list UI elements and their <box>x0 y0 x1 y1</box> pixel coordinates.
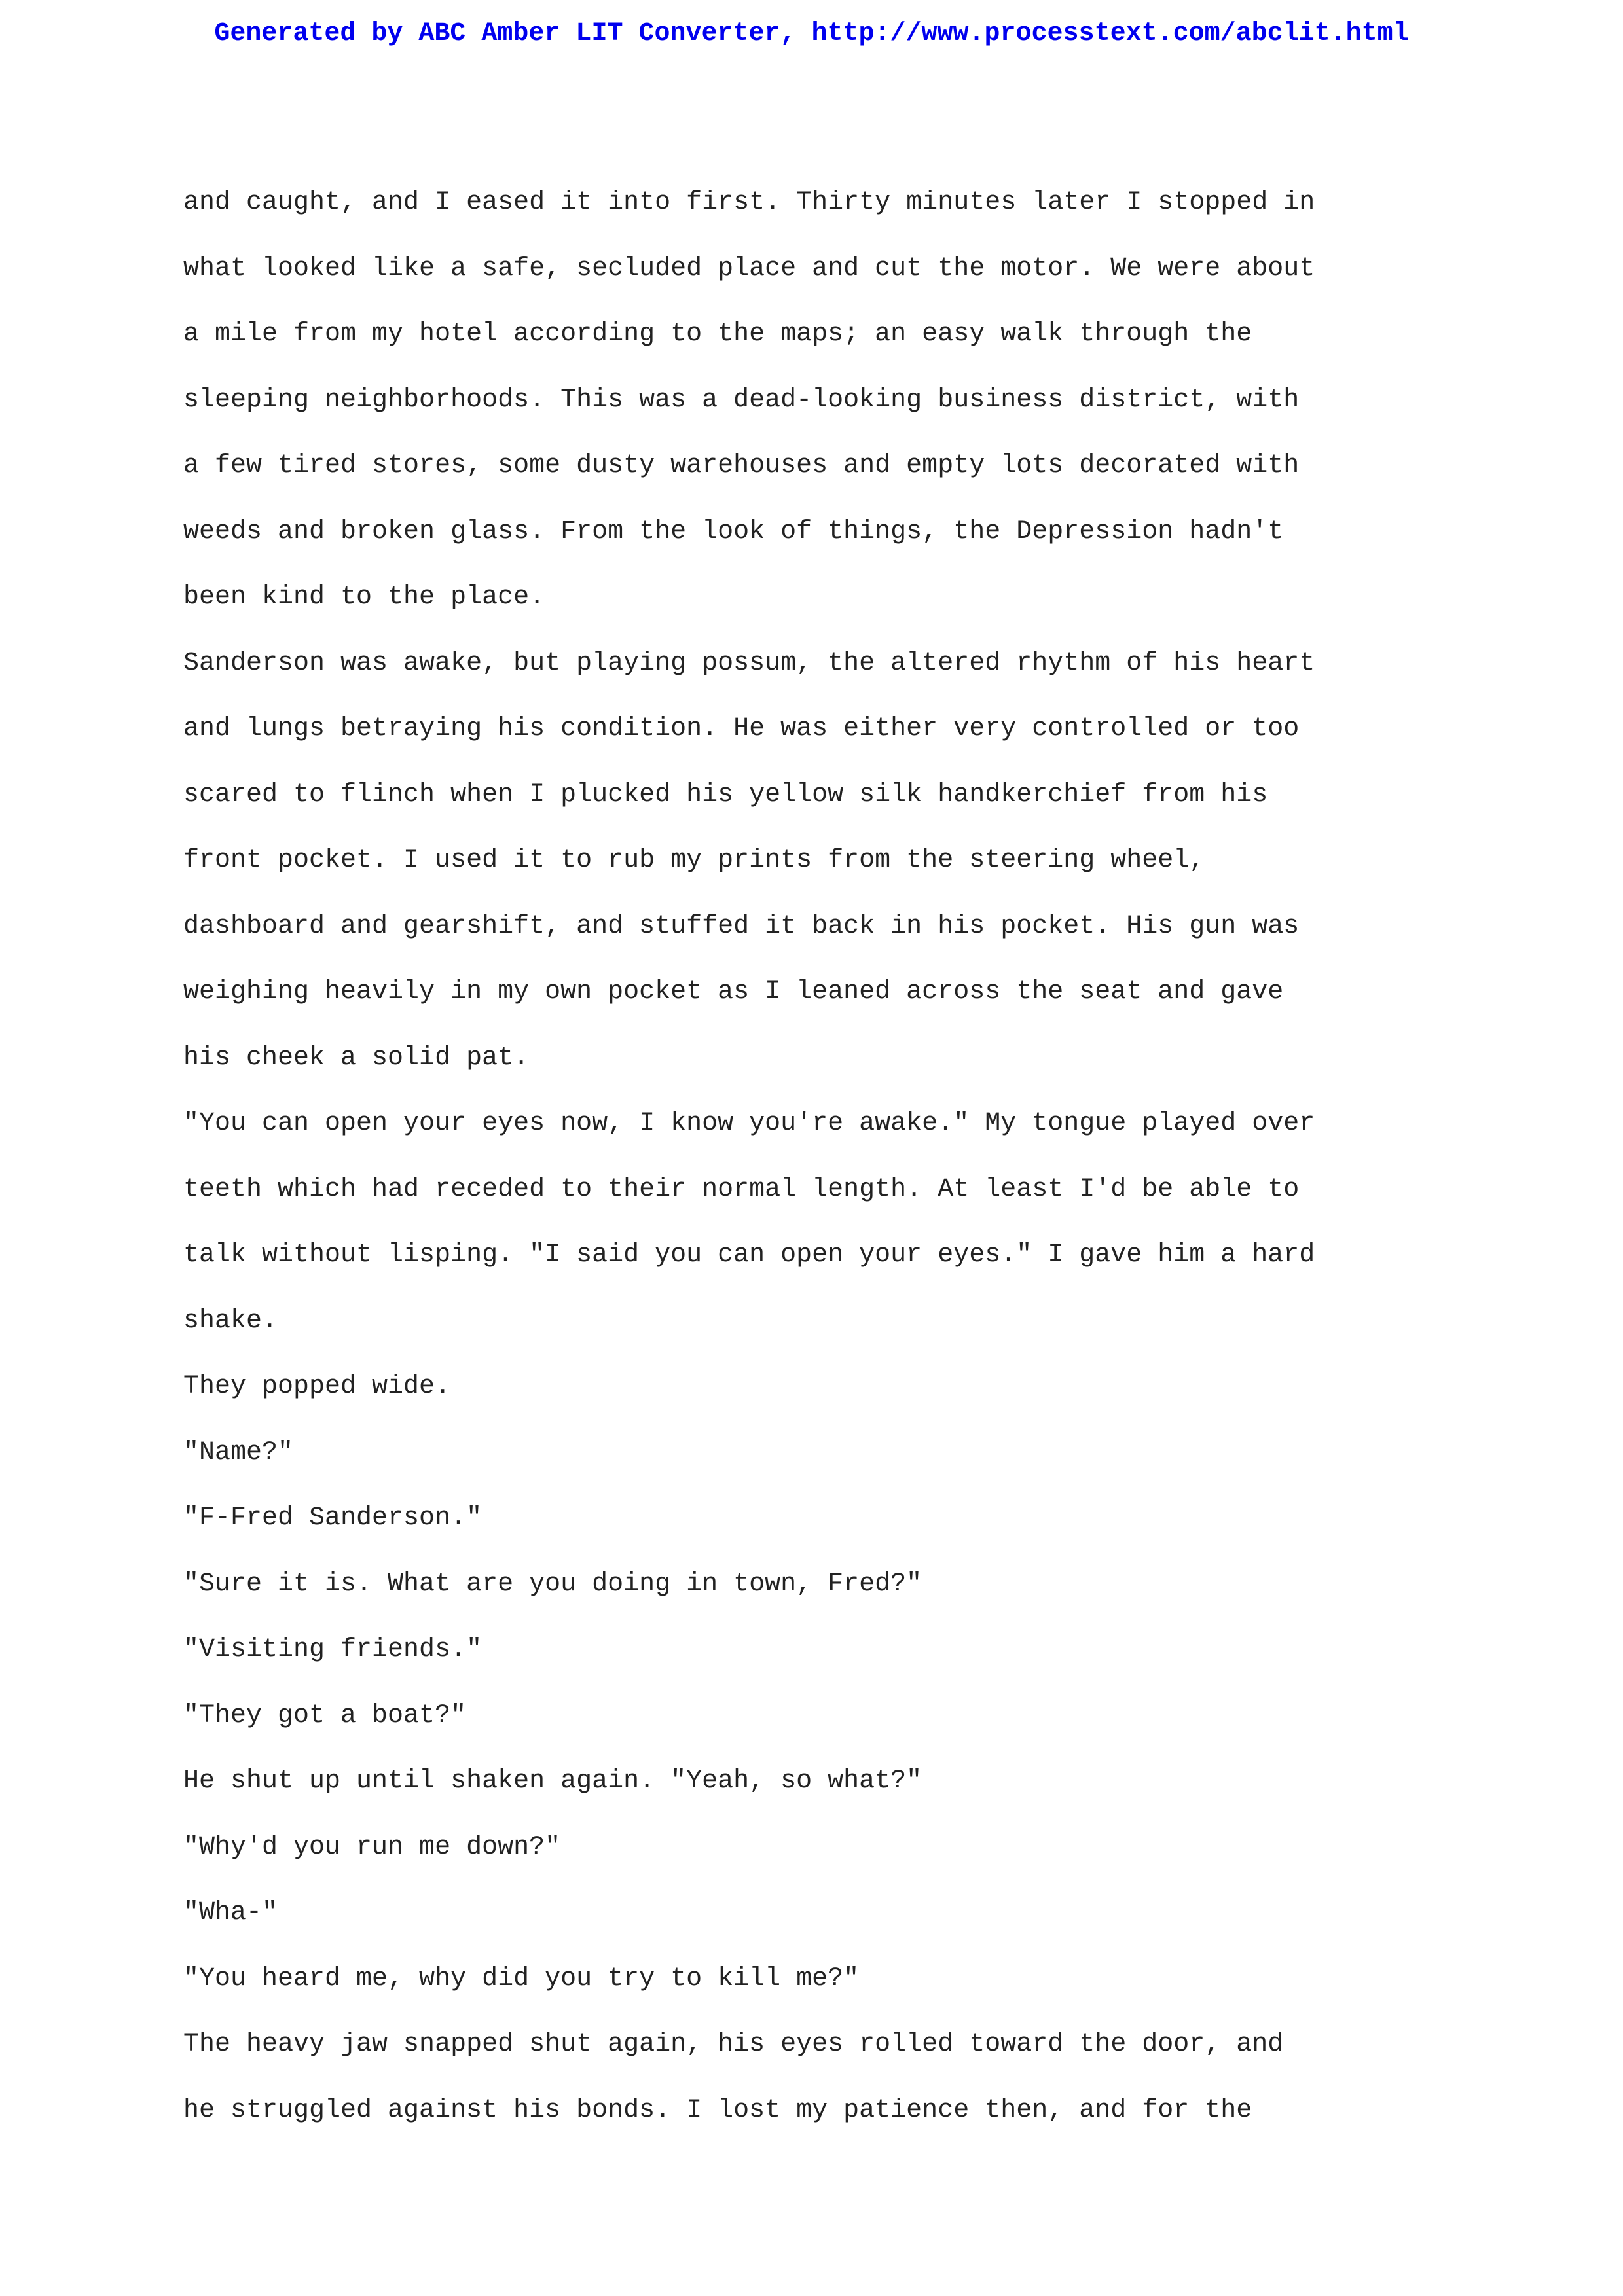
text-line: He shut up until shaken again. "Yeah, so what?" <box>183 1767 922 1796</box>
text-line: "They got a boat?" <box>183 1700 467 1731</box>
text-line: talk without lisping. "I said you can open your eyes." I gave him a hard <box>183 1240 1315 1270</box>
text-line: "You can open your eyes now, I know you're awake." My tongue played over <box>183 1109 1315 1138</box>
text-line: front pocket. I used it to rub my prints from the steering wheel, <box>183 846 1205 875</box>
converter-header: Generated by ABC Amber LIT Converter, http://www.processtext.com/abclit.html <box>214 19 1409 48</box>
text-line: a few tired stores, some dusty warehouses and empty lots decorated with <box>183 451 1300 480</box>
text-line: teeth which had receded to their normal length. At least I'd be able to <box>183 1174 1300 1204</box>
text-line: weeds and broken glass. From the look of things, the Depression hadn't <box>183 516 1284 547</box>
text-line: "Sure it is. What are you doing in town, Fred?" <box>183 1569 922 1599</box>
text-line: a mile from my hotel according to the maps; an easy walk through the <box>183 319 1252 349</box>
text-line: what looked like a safe, secluded place and cut the motor. We were about <box>183 253 1315 283</box>
text-line: "Name?" <box>183 1437 294 1467</box>
text-line: "F-Fred Sanderson." <box>183 1503 483 1533</box>
document-body <box>183 183 1571 2157</box>
text-line: "You heard me, why did you try to kill me?" <box>183 1964 860 1994</box>
text-line: been kind to the place. <box>183 583 545 612</box>
text-line: and caught, and I eased it into first. Thirty minutes later I stopped in <box>183 188 1315 217</box>
text-line: his cheek a solid pat. <box>183 1043 530 1073</box>
text-line: sleeping neighborhoods. This was a dead-looking business district, with <box>183 385 1300 415</box>
text-line: weighing heavily in my own pocket as I leaned across the seat and gave <box>183 977 1284 1007</box>
text-line: shake. <box>183 1306 278 1336</box>
text-line: "Wha-" <box>183 1898 278 1928</box>
text-line: scared to flinch when I plucked his yellow silk handkerchief from his <box>183 780 1268 810</box>
text-line: "Visiting friends." <box>183 1635 483 1664</box>
text-line: The heavy jaw snapped shut again, his eyes rolled toward the door, and <box>183 2030 1284 2059</box>
text-line: They popped wide. <box>183 1372 451 1401</box>
text-line: and lungs betraying his condition. He was either very controlled or too <box>183 714 1300 744</box>
text-line: "Why'd you run me down?" <box>183 1832 561 1862</box>
text-line: Sanderson was awake, but playing possum, the altered rhythm of his heart <box>183 648 1315 678</box>
text-line: dashboard and gearshift, and stuffed it back in his pocket. His gun was <box>183 911 1300 941</box>
text-line: he struggled against his bonds. I lost my patience then, and for the <box>183 2095 1252 2125</box>
